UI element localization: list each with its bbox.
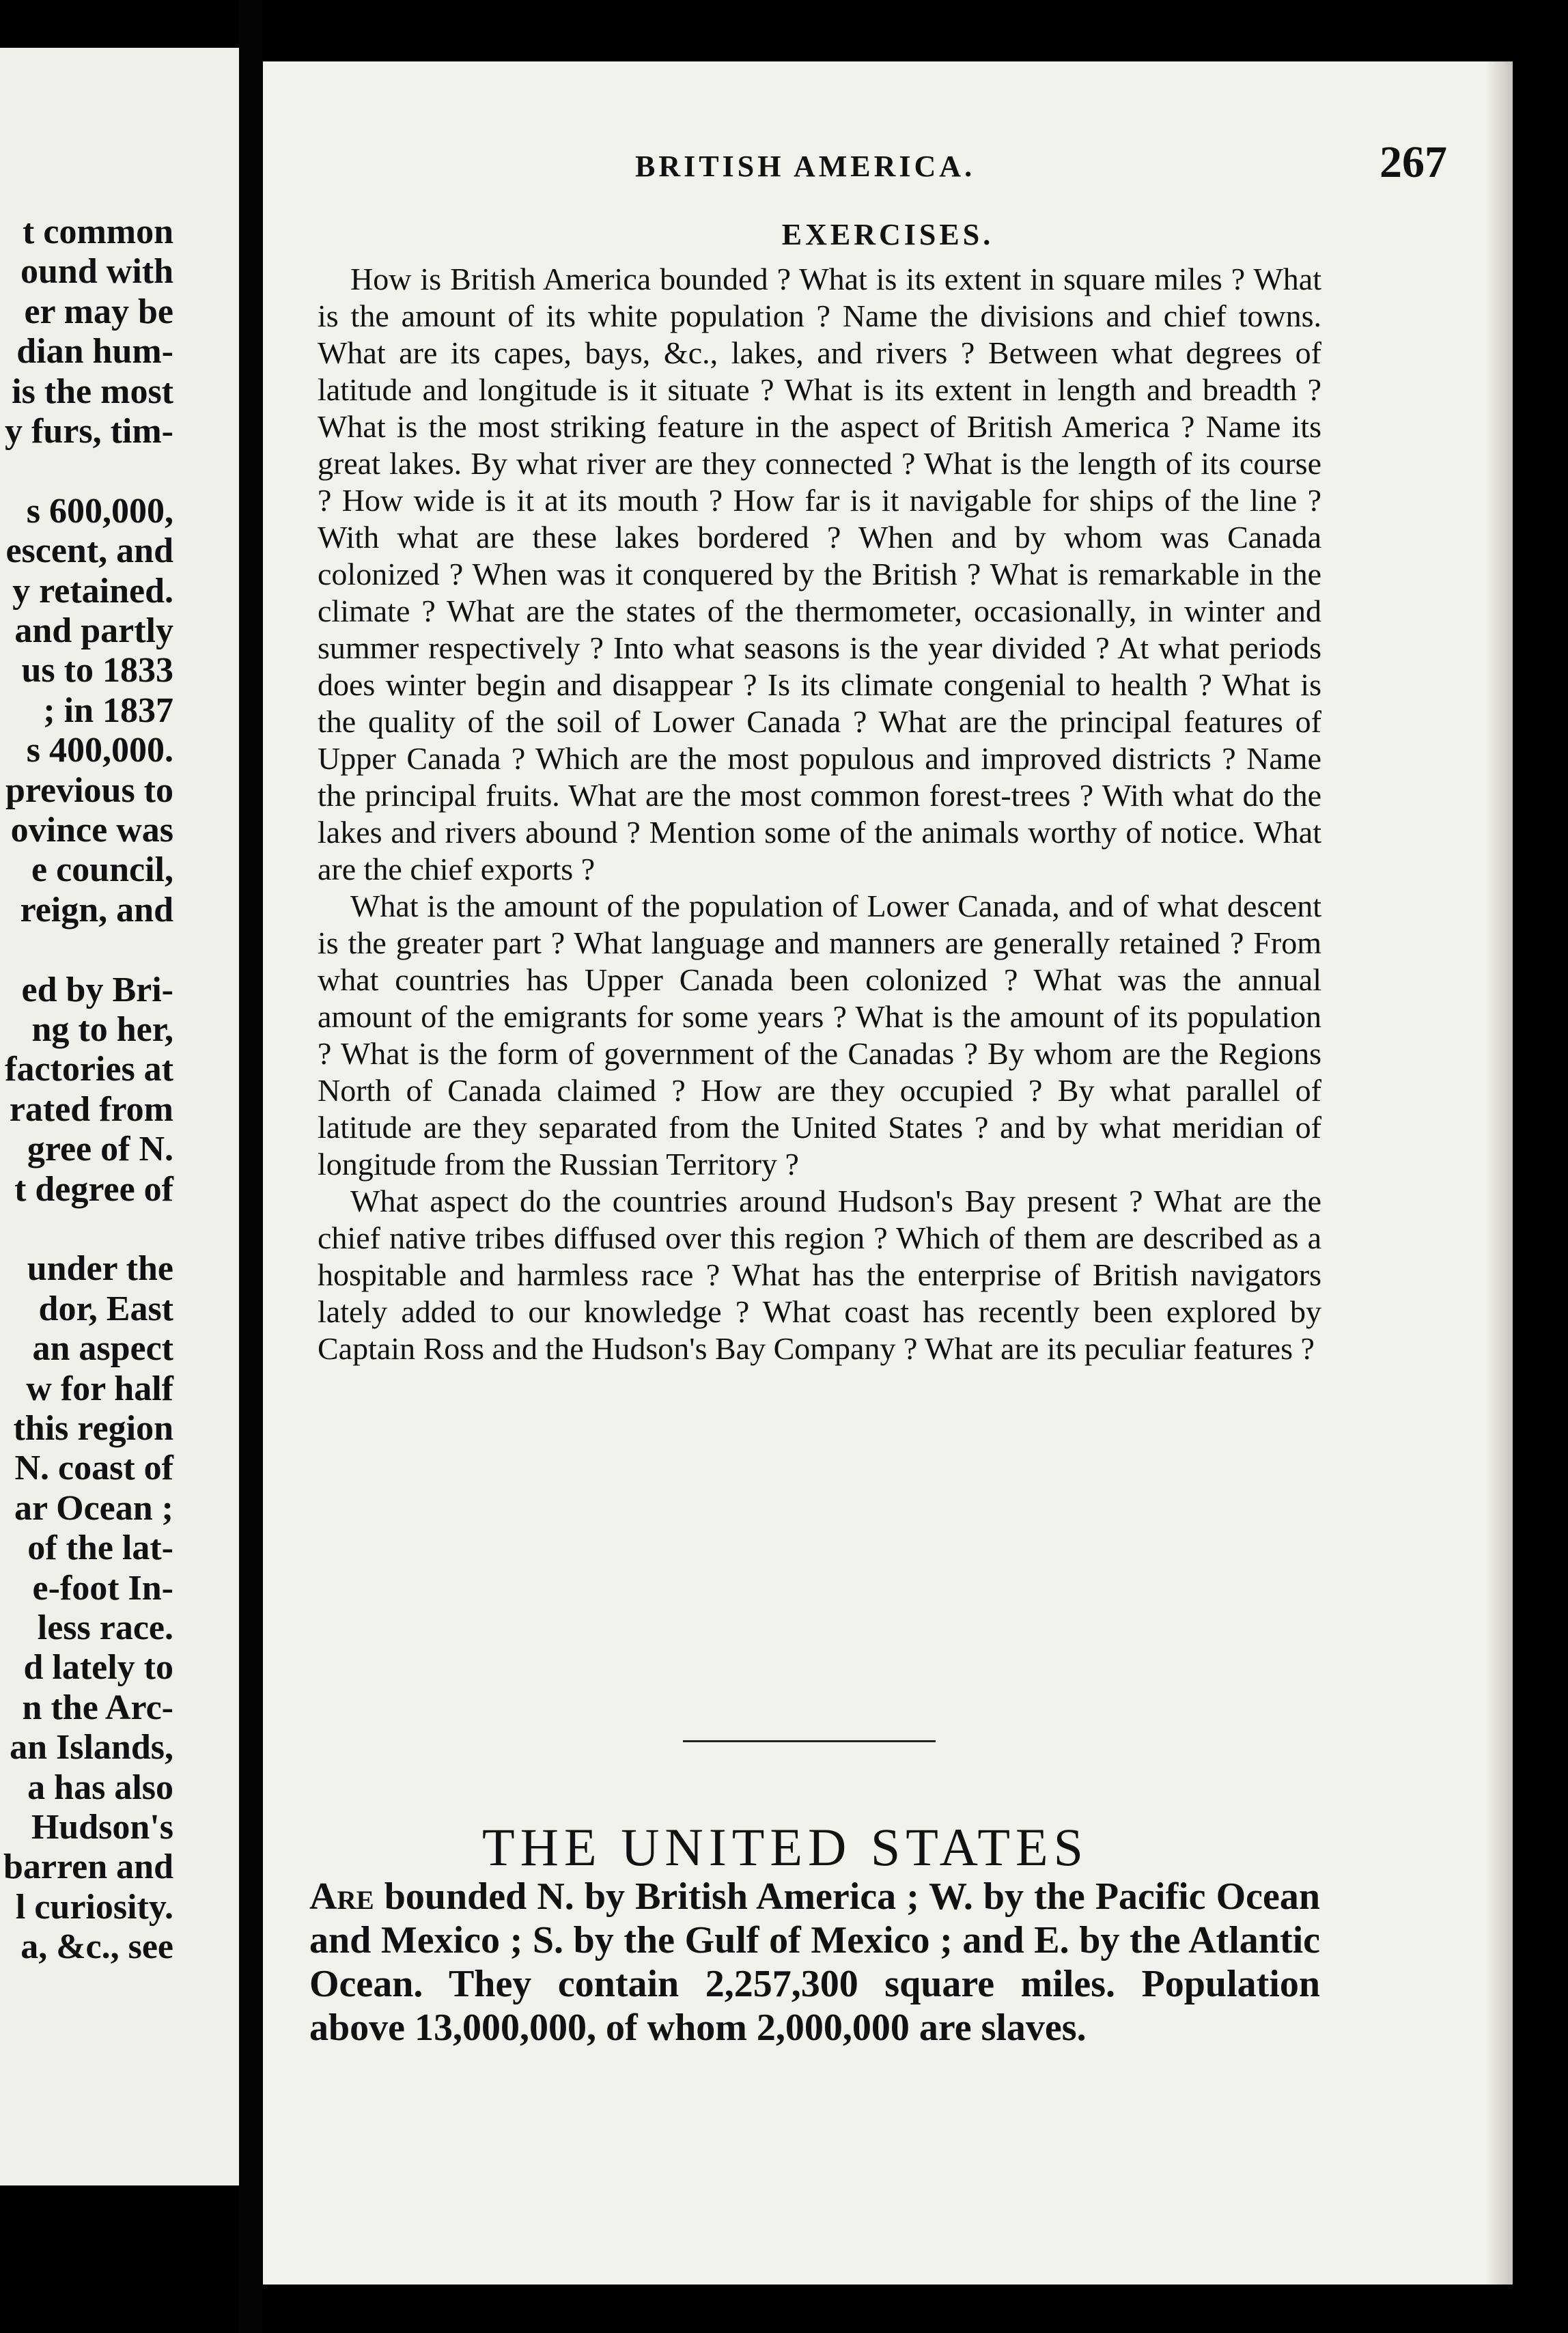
left-page-line: t degree of: [14, 1169, 173, 1209]
left-page-line: y retained.: [12, 571, 173, 611]
left-page-line: Hudson's: [31, 1808, 173, 1847]
left-page-line: ound with: [20, 252, 173, 292]
left-page-line: er may be: [24, 292, 173, 331]
right-page: [263, 61, 1513, 2285]
left-page-line: ar Ocean ;: [14, 1488, 173, 1528]
page-number: 267: [1380, 137, 1447, 187]
section-title: THE UNITED STATES: [481, 1817, 1089, 1877]
exercise-paragraph: How is British America bounded ? What is its extent in square miles ? What is the amount of its white population ? Name the divisions and chief towns. What are its capes, bays, &c., lakes, and rivers ? Between what degrees of latitude and longitude is it situate ? What is its extent in length and breadth ? What is the most striking feature in the aspect of British America ? Name its great lakes. By what river are they connected ? What is the length of its course ? How wide is it at its mouth ? How far is it navigable for ships of the line ? With what are these lakes bordered ? When and by whom was Canada colonized ? When was it conquered by the British ? What is remarkable in the climate ? What are the states of the thermometer, occasionally, in winter and summer respectively ? Into what seasons is the year divided ? At what periods does winter begin and disappear ? Is its climate congenial to health ? What is the quality of the soil of Lower Canada ? What are the principal features of Upper Canada ? Which are the most populous and improved districts ? Name the principal fruits. What are the most common forest-trees ? With what do the lakes and rivers abound ? Mention some of the animals worthy of notice. What are the chief exports ?: [318, 262, 1321, 886]
left-page-line: an Islands,: [10, 1728, 173, 1768]
left-page-line: is the most: [12, 372, 173, 411]
left-page-line: an aspect: [32, 1329, 173, 1369]
exercise-paragraph: What is the amount of the population of Lower Canada, and of what descent is the greater part ? What language and manners are generally retained ? From what countries has Upper Canada been colonized ? What was the annual amount of the emigrants for some years ? What is the amount of its population ? What is the form of government of the Canadas ? By whom are the Regions North of Canada claimed ? How are they occupied ? By what parallel of latitude are they separated from the United States ? and by what meridian of longitude from the Russian Territory ?: [318, 889, 1321, 1182]
left-page-line: w for half: [26, 1369, 173, 1408]
left-page-line: ovince was: [10, 811, 173, 850]
exercises-body: [318, 261, 1321, 1367]
left-page-line: s 600,000,: [26, 491, 173, 531]
left-page-line: gree of N.: [27, 1130, 173, 1169]
left-page-line: a, &c., see: [20, 1927, 173, 1967]
left-page-line: ; in 1837: [43, 690, 173, 730]
left-page-line: ng to her,: [31, 1010, 173, 1049]
left-page-line: factories at: [5, 1050, 173, 1089]
exercise-paragraph: What aspect do the countries around Hudson's Bay present ? What are the chief native tribes diffused over this region ? Which of them are described as a hospitable and harmless race ? What has the enterprise of British navigators lately added to our knowledge ? What coast has recently been explored by Captain Ross and the Hudson's Bay Company ? What are its peculiar features ?: [318, 1184, 1321, 1366]
section-body-text: bounded N. by British America ; W. by the Pacific Ocean and Mexico ; S. by the Gulf of Mexico ; and E. by the Atlantic Ocean. They contain 2,257,300 square miles. Population above 13,000,000, of whom 2,000,000 are slaves.: [309, 1875, 1320, 2049]
left-page-line: escent, and: [5, 531, 173, 571]
left-page-line: this region: [13, 1409, 173, 1448]
left-page-line: under the: [27, 1249, 173, 1289]
left-page-line: a has also: [27, 1768, 173, 1807]
section-lead-word: Are: [309, 1875, 374, 1918]
running-head: BRITISH AMERICA.: [635, 150, 976, 183]
left-page-line: of the lat-: [27, 1528, 173, 1568]
page-gutter: [239, 0, 262, 2333]
page-header: [635, 137, 1509, 198]
left-page-line: reign, and: [20, 890, 173, 930]
left-page-fragment: [0, 48, 239, 2185]
left-page-line: rated from: [9, 1089, 173, 1129]
left-page-line: e council,: [31, 850, 173, 890]
left-page-line: N. coast of: [14, 1449, 173, 1488]
left-page-line: dian hum-: [16, 332, 173, 372]
section-body: [309, 1875, 1320, 2050]
left-page-line: and partly: [14, 611, 173, 650]
left-page-line: previous to: [5, 770, 173, 810]
left-page-line: d lately to: [23, 1648, 173, 1688]
exercises-heading: EXERCISES.: [781, 218, 994, 251]
left-page-line: dor, East: [38, 1289, 173, 1328]
section-divider: [683, 1740, 936, 1742]
left-page-line: t common: [23, 212, 173, 251]
left-page-line: s 400,000.: [26, 731, 173, 770]
left-page-line: barren and: [3, 1847, 173, 1887]
left-page-line: n the Arc-: [22, 1688, 173, 1727]
left-page-line: l curiosity.: [15, 1887, 173, 1927]
left-page-line: ed by Bri-: [21, 970, 173, 1009]
left-page-line: e-foot In-: [32, 1568, 173, 1608]
left-page-line: us to 1833: [21, 651, 173, 690]
left-page-line: less race.: [37, 1608, 173, 1647]
left-page-line: y furs, tim-: [5, 412, 173, 451]
